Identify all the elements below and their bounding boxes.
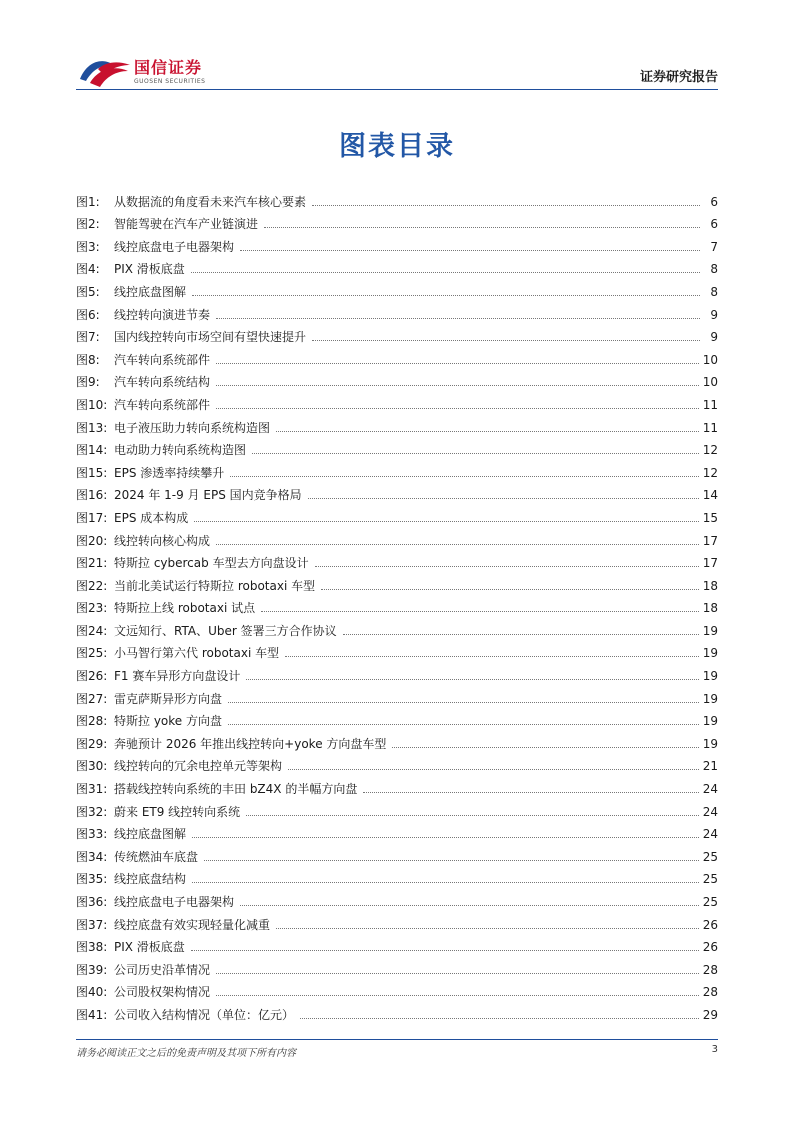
- toc-entry-page: 28: [702, 962, 718, 977]
- toc-entry-title: 汽车转向系统部件: [114, 352, 211, 367]
- toc-entry-page: 8: [710, 284, 718, 299]
- company-logo: [76, 54, 205, 90]
- toc-entry-label: 图35:: [76, 872, 108, 887]
- company-name-en: GUOSEN SECURITIES: [134, 77, 206, 85]
- toc-entry-label: 图29:: [76, 736, 108, 751]
- guosen-logo-icon: [76, 55, 132, 89]
- toc-entry[interactable]: [76, 819, 718, 842]
- toc-entry-label: 图23:: [76, 601, 108, 616]
- page-header: [76, 54, 718, 94]
- toc-entry-page: 19: [702, 714, 718, 729]
- toc-entry[interactable]: [76, 773, 718, 796]
- report-type: 证券研究报告: [639, 70, 718, 85]
- toc-entry-label: 图15:: [76, 465, 108, 480]
- toc-entry-title: 蔚来 ET9 线控转向系统: [114, 804, 241, 819]
- toc-entry-page: 19: [702, 669, 718, 684]
- toc-entry[interactable]: [76, 977, 718, 1000]
- toc-entry[interactable]: [76, 638, 718, 661]
- toc-entry-title: F1 赛车异形方向盘设计: [114, 669, 241, 684]
- toc-leader-dots: [194, 520, 698, 522]
- toc-entry-title: 电子液压助力转向系统构造图: [114, 420, 271, 435]
- toc-entry-title: EPS 渗透率持续攀升: [114, 465, 225, 480]
- toc-entry-page: 19: [702, 691, 718, 706]
- toc-entry-page: 6: [710, 194, 718, 209]
- toc-entry-label: 图8:: [76, 352, 100, 367]
- toc-entry-page: 19: [702, 623, 718, 638]
- toc-entry-page: 18: [702, 578, 718, 593]
- toc-entry[interactable]: [76, 864, 718, 887]
- toc-leader-dots: [240, 249, 700, 251]
- toc-entry-page: 10: [702, 352, 718, 367]
- figure-list: [76, 186, 718, 1022]
- toc-entry[interactable]: [76, 480, 718, 503]
- toc-entry[interactable]: [76, 660, 718, 683]
- toc-entry[interactable]: [76, 706, 718, 729]
- toc-entry-title: 线控转向演进节奏: [114, 307, 211, 322]
- toc-entry-title: 公司历史沿革情况: [114, 962, 211, 977]
- toc-entry[interactable]: [76, 954, 718, 977]
- toc-entry[interactable]: [76, 683, 718, 706]
- toc-entry-title: 搭载线控转向系统的丰田 bZ4X 的半幅方向盘: [114, 782, 358, 797]
- footer-divider: [76, 1039, 718, 1040]
- toc-leader-dots: [216, 407, 699, 409]
- toc-leader-dots: [246, 678, 698, 680]
- toc-entry[interactable]: [76, 570, 718, 593]
- toc-entry-label: 图39:: [76, 962, 108, 977]
- toc-entry[interactable]: [76, 435, 718, 458]
- toc-entry[interactable]: [76, 932, 718, 955]
- toc-leader-dots: [204, 859, 699, 861]
- toc-entry[interactable]: [76, 367, 718, 390]
- toc-entry-title: 小马智行第六代 robotaxi 车型: [114, 646, 280, 661]
- toc-entry-page: 8: [710, 262, 718, 277]
- toc-entry[interactable]: [76, 254, 718, 277]
- toc-entry-page: 10: [702, 375, 718, 390]
- toc-entry-title: 智能驾驶在汽车产业链演进: [114, 217, 259, 232]
- toc-entry-title: 特斯拉 yoke 方向盘: [114, 714, 222, 729]
- toc-entry-page: 21: [702, 759, 718, 774]
- toc-entry-label: 图17:: [76, 510, 108, 525]
- toc-entry-label: 图1:: [76, 194, 100, 209]
- toc-entry-title: 从数据流的角度看未来汽车核心要素: [114, 194, 307, 209]
- toc-entry-page: 6: [710, 217, 718, 232]
- toc-entry-label: 图27:: [76, 691, 108, 706]
- toc-leader-dots: [252, 452, 699, 454]
- toc-entry-page: 14: [702, 488, 718, 503]
- toc-entry-page: 11: [702, 420, 718, 435]
- toc-entry-label: 图28:: [76, 714, 108, 729]
- toc-entry[interactable]: [76, 615, 718, 638]
- toc-entry[interactable]: [76, 389, 718, 412]
- toc-leader-dots: [216, 384, 699, 386]
- toc-entry-label: 图40:: [76, 985, 108, 1000]
- toc-entry[interactable]: [76, 525, 718, 548]
- toc-leader-dots: [261, 610, 699, 612]
- toc-leader-dots: [192, 881, 699, 883]
- toc-entry-page: 24: [702, 782, 718, 797]
- toc-entry-label: 图33:: [76, 827, 108, 842]
- toc-entry-label: 图20:: [76, 533, 108, 548]
- toc-leader-dots: [392, 746, 698, 748]
- toc-entry-title: 奔驰预计 2026 年推出线控转向+yoke 方向盘车型: [114, 736, 387, 751]
- toc-entry-page: 15: [702, 510, 718, 525]
- toc-entry-title: 国内线控转向市场空间有望快速提升: [114, 330, 307, 345]
- toc-entry-page: 28: [702, 985, 718, 1000]
- toc-entry[interactable]: [76, 299, 718, 322]
- toc-entry-label: 图16:: [76, 488, 108, 503]
- toc-entry[interactable]: [76, 502, 718, 525]
- toc-entry[interactable]: [76, 999, 718, 1022]
- toc-entry-label: 图36:: [76, 895, 108, 909]
- toc-leader-dots: [246, 814, 699, 816]
- toc-entry-page: 9: [710, 307, 718, 322]
- toc-entry-title: 特斯拉上线 robotaxi 试点: [114, 601, 256, 616]
- toc-entry-title: 公司收入结构情况（单位：亿元）: [114, 1007, 295, 1022]
- toc-leader-dots: [264, 226, 700, 228]
- toc-entry-title: 线控转向的冗余电控单元等架构: [114, 759, 283, 774]
- toc-entry-title: 线控底盘图解: [114, 827, 187, 842]
- footer-disclaimer: 请务必阅读正文之后的免责声明及其项下所有内容: [76, 1048, 296, 1059]
- toc-leader-dots: [288, 768, 699, 770]
- toc-entry-label: 图30:: [76, 759, 108, 774]
- toc-entry-title: 线控底盘电子电器架构: [114, 895, 235, 909]
- toc-entry-title: 传统燃油车底盘: [114, 849, 199, 864]
- toc-entry-title: 当前北美试运行特斯拉 robotaxi 车型: [114, 578, 316, 593]
- toc-entry[interactable]: [76, 728, 718, 751]
- toc-entry-title: 线控底盘电子电器架构: [114, 239, 235, 254]
- toc-entry-label: 图14:: [76, 443, 108, 458]
- toc-entry-page: 12: [702, 443, 718, 458]
- toc-entry-title: 线控底盘有效实现轻量化减重: [114, 917, 271, 932]
- toc-entry-label: 图4:: [76, 262, 100, 277]
- toc-entry[interactable]: [76, 412, 718, 435]
- toc-entry[interactable]: [76, 548, 718, 571]
- toc-entry-label: 图7:: [76, 330, 100, 345]
- toc-entry-title: 文远知行、RTA、Uber 签署三方合作协议: [114, 623, 337, 638]
- toc-entry-page: 25: [702, 872, 718, 887]
- toc-entry-title: 线控底盘结构: [114, 872, 187, 887]
- toc-entry-title: 公司股权架构情况: [114, 985, 211, 1000]
- toc-entry-label: 图26:: [76, 669, 108, 684]
- toc-leader-dots: [276, 430, 699, 432]
- toc-entry-page: 17: [702, 556, 718, 571]
- toc-leader-dots: [315, 565, 699, 567]
- toc-entry-page: 12: [702, 465, 718, 480]
- toc-entry-page: 19: [702, 736, 718, 751]
- toc-leader-dots: [191, 949, 699, 951]
- toc-entry-label: 图22:: [76, 578, 108, 593]
- toc-entry-title: 汽车转向系统结构: [114, 375, 211, 390]
- toc-entry-label: 图2:: [76, 217, 100, 232]
- toc-entry-label: 图41:: [76, 1007, 108, 1022]
- toc-entry-title: 电动助力转向系统构造图: [114, 443, 247, 458]
- toc-entry[interactable]: [76, 322, 718, 345]
- toc-leader-dots: [228, 723, 699, 725]
- toc-leader-dots: [216, 994, 699, 996]
- toc-entry-title: 2024 年 1-9 月 EPS 国内竞争格局: [114, 488, 302, 503]
- toc-entry-page: 25: [702, 849, 718, 864]
- toc-entry-label: 图21:: [76, 556, 108, 571]
- toc-entry-page: 7: [710, 239, 718, 254]
- toc-entry-page: 24: [702, 804, 718, 819]
- toc-entry-title: PIX 滑板底盘: [114, 940, 185, 955]
- toc-leader-dots: [321, 588, 699, 590]
- toc-leader-dots: [192, 836, 699, 838]
- toc-entry[interactable]: [76, 751, 718, 774]
- toc-leader-dots: [228, 701, 699, 703]
- toc-leader-dots: [343, 633, 699, 635]
- toc-entry-page: 26: [702, 917, 718, 932]
- page-title: 图表目录: [339, 131, 455, 162]
- toc-entry-title: PIX 滑板底盘: [114, 262, 185, 277]
- toc-entry-page: 29: [702, 1007, 718, 1022]
- toc-entry-page: 11: [702, 397, 718, 412]
- toc-entry-label: 图3:: [76, 239, 100, 254]
- toc-leader-dots: [191, 271, 700, 273]
- page-number: 3: [711, 1044, 718, 1055]
- toc-entry-label: 图32:: [76, 804, 108, 819]
- toc-leader-dots: [240, 904, 699, 906]
- toc-entry-label: 图6:: [76, 307, 100, 322]
- toc-entry-title: 雷克萨斯异形方向盘: [114, 691, 223, 706]
- toc-entry-title: 汽车转向系统部件: [114, 397, 211, 412]
- toc-entry[interactable]: [76, 841, 718, 864]
- toc-entry-label: 图34:: [76, 849, 108, 864]
- toc-leader-dots: [192, 294, 700, 296]
- toc-leader-dots: [216, 543, 699, 545]
- toc-entry-label: 图9:: [76, 375, 100, 390]
- toc-entry-label: 图13:: [76, 420, 108, 435]
- toc-leader-dots: [308, 497, 699, 499]
- toc-leader-dots: [230, 475, 698, 477]
- toc-entry-title: 线控底盘图解: [114, 284, 187, 299]
- toc-entry[interactable]: [76, 886, 718, 909]
- toc-entry[interactable]: [76, 276, 718, 299]
- toc-entry[interactable]: [76, 209, 718, 232]
- toc-entry-title: 特斯拉 cybercab 车型去方向盘设计: [114, 556, 309, 571]
- header-divider: [76, 89, 718, 90]
- toc-entry-page: 17: [702, 533, 718, 548]
- toc-leader-dots: [216, 362, 699, 364]
- toc-leader-dots: [216, 317, 700, 319]
- toc-entry-label: 图38:: [76, 940, 108, 955]
- toc-entry[interactable]: [76, 909, 718, 932]
- toc-entry-label: 图5:: [76, 284, 100, 299]
- toc-leader-dots: [300, 1017, 699, 1019]
- company-name-cn: 国信证券: [134, 57, 203, 77]
- toc-entry[interactable]: [76, 344, 718, 367]
- toc-entry-page: 24: [702, 827, 718, 842]
- toc-entry-page: 26: [702, 940, 718, 955]
- toc-entry-page: 9: [710, 330, 718, 345]
- toc-entry-page: 25: [702, 895, 718, 909]
- toc-entry[interactable]: [76, 231, 718, 254]
- toc-leader-dots: [312, 204, 700, 206]
- toc-entry-title: EPS 成本构成: [114, 510, 189, 525]
- toc-entry[interactable]: [76, 457, 718, 480]
- toc-entry[interactable]: [76, 796, 718, 819]
- toc-entry[interactable]: [76, 186, 718, 209]
- toc-entry-page: 19: [702, 646, 718, 661]
- toc-leader-dots: [276, 927, 699, 929]
- toc-leader-dots: [216, 972, 699, 974]
- toc-entry[interactable]: [76, 593, 718, 616]
- toc-leader-dots: [285, 655, 699, 657]
- toc-entry-label: 图37:: [76, 917, 108, 932]
- toc-leader-dots: [363, 791, 698, 793]
- toc-entry-title: 线控转向核心构成: [114, 533, 211, 548]
- toc-entry-page: 18: [702, 601, 718, 616]
- toc-entry-label: 图24:: [76, 623, 108, 638]
- toc-leader-dots: [312, 339, 700, 341]
- toc-entry-label: 图10:: [76, 397, 108, 412]
- toc-entry-label: 图25:: [76, 646, 108, 661]
- toc-entry-label: 图31:: [76, 782, 108, 797]
